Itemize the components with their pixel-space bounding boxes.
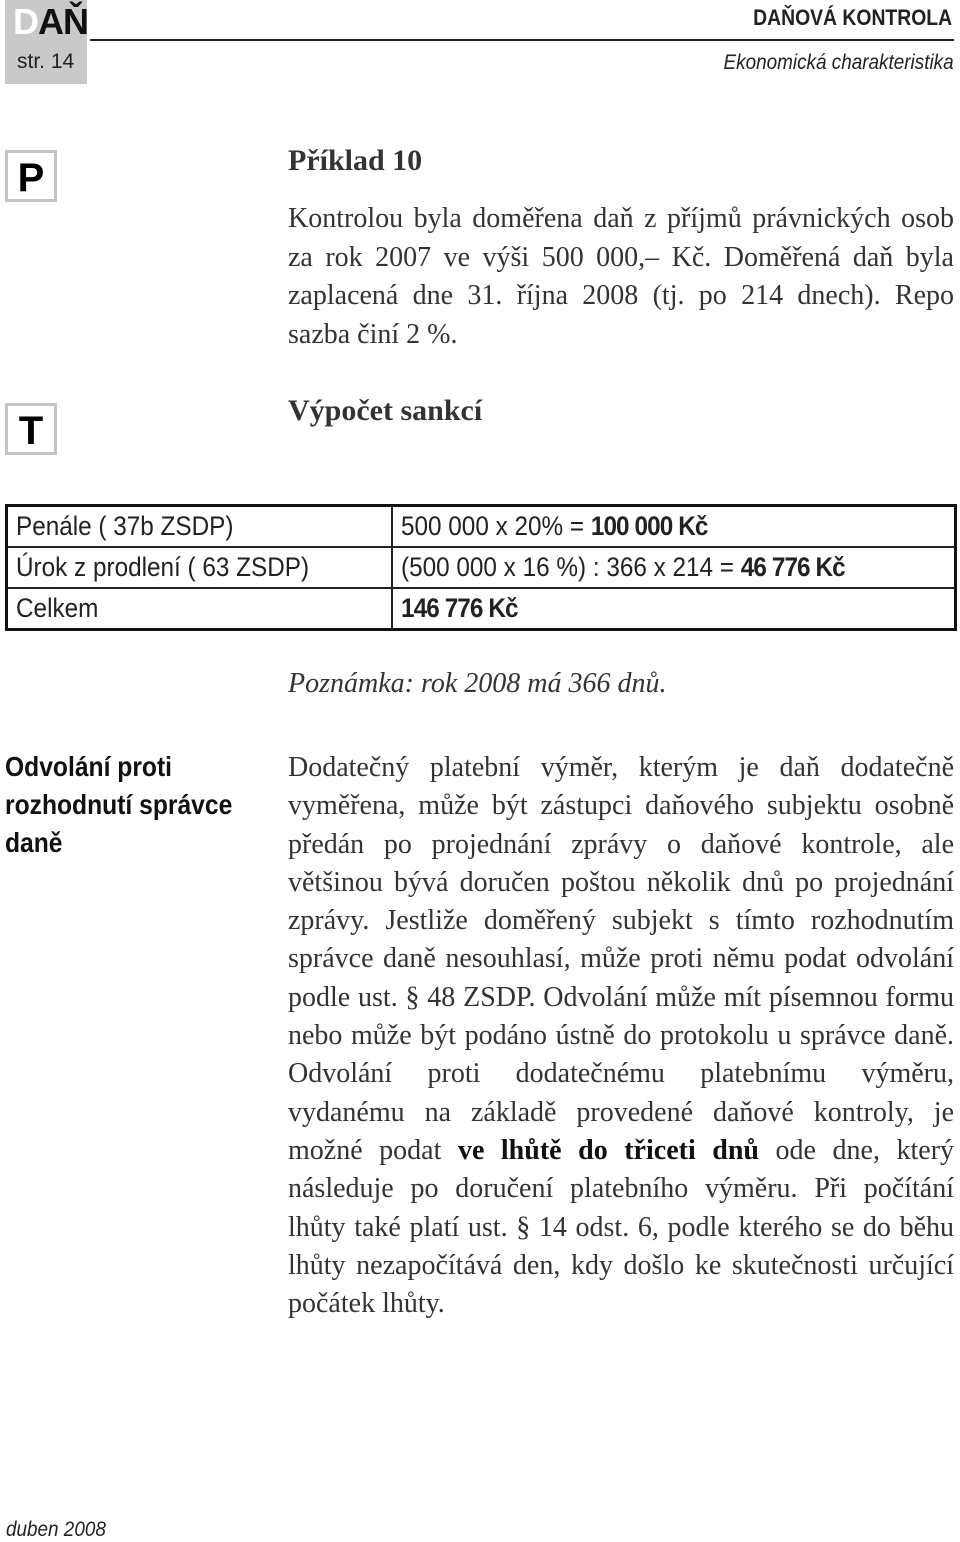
- table-row: [7, 547, 956, 588]
- row-label: Penále ( 37b ZSDP): [7, 506, 393, 548]
- row-formula: (500 000 x 16 %) : 366 x 214 =: [401, 552, 741, 582]
- table-marker-icon: T: [5, 403, 57, 455]
- appeal-side-heading: [5, 748, 265, 862]
- appeal-body-text: [288, 749, 954, 1323]
- row-value: [392, 547, 956, 588]
- table-row: [7, 506, 956, 548]
- logo-rest: AŇ: [38, 1, 88, 42]
- example-text: Kontrolou byla doměřena daň z příjmů právnických osob za rok 2007 ve výši 500 000,– Kč. Doměřená daň byla zaplacená dne 31. října 2008 (tj. po 214 dnech). Repo sazba činí 2 %.: [288, 203, 954, 350]
- table-row: [7, 588, 956, 630]
- row-result: 46 776 Kč: [740, 552, 845, 582]
- section-title: DAŇOVÁ KONTROLA: [753, 5, 952, 30]
- calculation-title: Výpočet sankcí: [288, 394, 483, 427]
- side-heading-line: rozhodnutí správce: [5, 789, 233, 820]
- row-value: [392, 506, 956, 548]
- calculation-note: Poznámka: rok 2008 má 366 dnů.: [288, 668, 667, 699]
- logo-first-letter: D: [13, 1, 38, 42]
- row-result: 146 776 Kč: [401, 593, 518, 623]
- logo-word: [13, 2, 88, 42]
- appeal-text-part: ode dne, který následuje po doručení platebního výměru. Při počítání lhůty také platí ust. § 14 odst. 6, podle kterého se do běhu lhůty nezapočítává den, kdy došlo ke skutečnosti určující počátek lhůty.: [288, 1134, 955, 1320]
- appeal-deadline: ve lhůtě do třiceti dnů: [457, 1134, 759, 1166]
- row-label: Úrok z prodlení ( 63 ZSDP): [7, 547, 393, 588]
- row-value: [392, 588, 956, 630]
- header-rule: [90, 39, 954, 41]
- sanctions-table: [5, 504, 957, 631]
- section-subtitle: Ekonomická charakteristika: [723, 51, 954, 74]
- row-formula: 500 000 x 20% =: [401, 511, 591, 541]
- row-label: Celkem: [7, 588, 393, 630]
- side-heading-line: daně: [5, 827, 63, 858]
- footer-date: duben 2008: [6, 1518, 106, 1541]
- row-result: 100 000 Kč: [590, 511, 708, 541]
- example-title: Příklad 10: [288, 144, 423, 177]
- example-marker-icon: P: [5, 150, 57, 202]
- side-heading-line: Odvolání proti: [5, 751, 173, 782]
- publication-logo: [5, 0, 87, 84]
- appeal-text-part: Dodatečný platební výměr, kterým je daň dodatečně vyměřena, může být zástupci daňového subjektu osobně předán po projednání zprávy o daňové kontrole, ale většinou bývá doručen poštou několik dnů po projednání zprávy. Jestliže doměřený subjekt s tímto rozhodnutím správce daně nesouhlasí, může proti němu podat odvolání podle ust. § 48 ZSDP. Odvolání může mít písemnou formu nebo může být podáno ústně do protokolu u správce daně. Odvolání proti dodatečnému platebnímu výměru, vydanému na základě provedené daňové kontroly, je možné podat: [288, 752, 954, 1166]
- page-number: str. 14: [17, 50, 75, 73]
